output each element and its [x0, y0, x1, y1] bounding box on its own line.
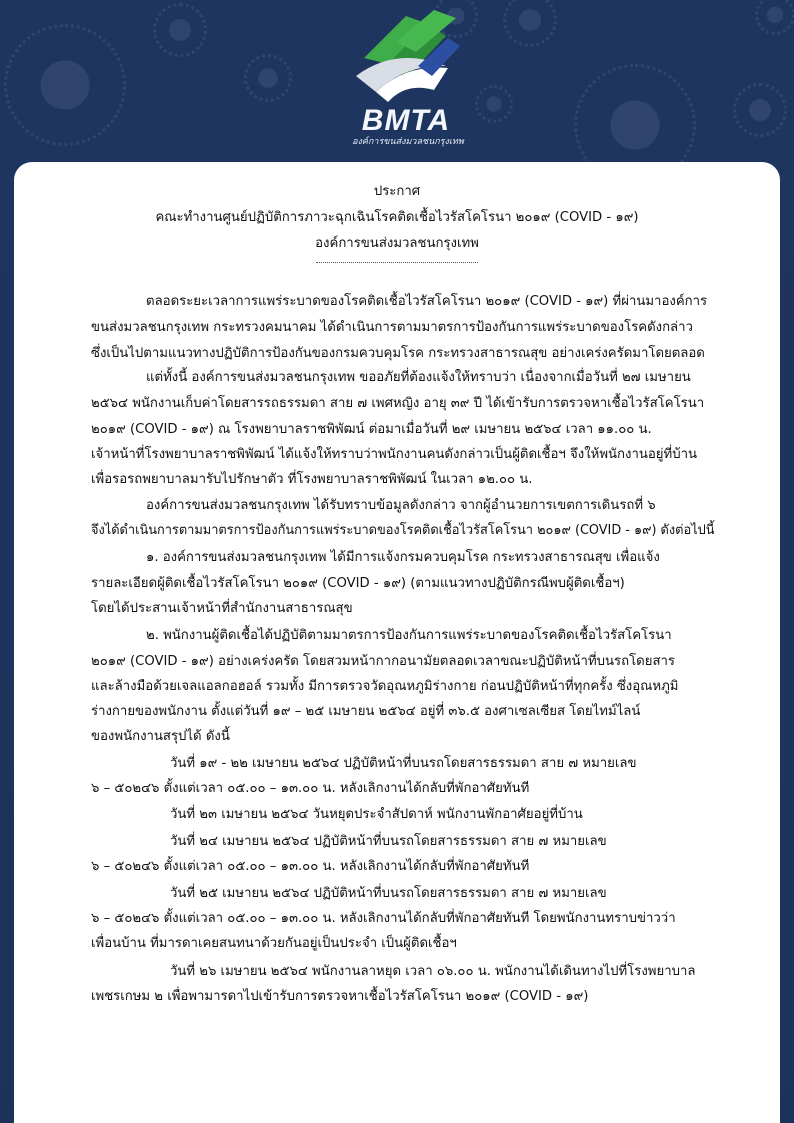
timeline-line: วันที่ ๒๓ เมษายน ๒๕๖๔ วันหยุดประจำสัปดาห์ พนักงานพักอาศัยอยู่ที่บ้าน — [170, 807, 583, 822]
timeline-line: วันที่ ๒๖ เมษายน ๒๕๖๔ พนักงานลาหยุด เวลา ๐๖.๐๐ น. พนักงานได้เดินทางไปที่โรงพยาบาล — [170, 964, 696, 979]
paragraph-line: เจ้าหน้าที่โรงพยาบาลราชพิพัฒน์ ได้แจ้งให้ทราบว่าพนักงานคนดังกล่าวเป็นผู้ติดเชื้อฯ จึงให้พนักงานอยู่ที่บ้าน — [91, 447, 698, 462]
paragraph-line: ขนส่งมวลชนกรุงเทพ กระทรวงคมนาคม ได้ดำเนินการตามมาตรการป้องกันการแพร่ระบาดของโรคดังกล่าว — [91, 320, 693, 335]
logo-text: BMTA — [361, 104, 451, 137]
timeline-line: เพื่อนบ้าน ที่มารดาเคยสนทนาด้วยกันอยู่เป็นประจำ เป็นผู้ติดเชื้อฯ — [91, 936, 457, 951]
paragraph-line: ๒๕๖๔ พนักงานเก็บค่าโดยสารรถธรรมดา สาย ๗ เพศหญิง อายุ ๓๙ ปี ได้เข้ารับการตรวจหาเชื้อไวรัสโคโรนา — [91, 396, 705, 411]
paragraph-line: ๒๐๑๙ (COVID - ๑๙) ณ โรงพยาบาลราชพิพัฒน์ ต่อมาเมื่อวันที่ ๒๙ เมษายน ๒๕๖๔ เวลา ๑๑.๐๐ น. — [91, 422, 652, 437]
logo-subtitle: องค์การขนส่งมวลชนกรุงเทพ — [352, 137, 464, 147]
paragraph-line: ๒๐๑๙ (COVID - ๑๙) อย่างเคร่งครัด โดยสวมหน้ากากอนามัยตลอดเวลาขณะปฏิบัติหน้าที่บนรถโดยสาร — [91, 654, 676, 669]
virus-decoration — [590, 80, 680, 170]
paragraph-line: จึงได้ดำเนินการตามมาตรการป้องกันการแพร่ระบาดของโรคติดเชื้อไวรัสโคโรนา ๒๐๑๙ (COVID - ๑๙) ดังต่อไปนี้ — [91, 523, 715, 538]
doc-subtitle: คณะทำงานศูนย์ปฏิบัติการภาวะฉุกเฉินโรคติดเชื้อไวรัสโคโรนา ๒๐๑๙ (COVID - ๑๙) — [155, 210, 639, 225]
timeline-line: วันที่ ๑๙ - ๒๒ เมษายน ๒๕๖๔ ปฏิบัติหน้าที่บนรถโดยสารธรรมดา สาย ๗ หมายเลข — [170, 756, 637, 771]
virus-decoration — [250, 60, 286, 96]
paragraph-line: ตลอดระยะเวลาการแพร่ระบาดของโรคติดเชื้อไวรัสโคโรนา ๒๐๑๙ (COVID - ๑๙) ที่ผ่านมาองค์การ — [146, 294, 708, 309]
paragraph-line: ซึ่งเป็นไปตามแนวทางปฏิบัติการป้องกันของกรมควบคุมโรค กระทรวงสาธารณสุข อย่างเคร่งครัดมาโดยตลอด — [91, 346, 705, 361]
paragraph-line: แต่ทั้งนี้ องค์การขนส่งมวลชนกรุงเทพ ขออภัยที่ต้องแจ้งให้ทราบว่า เนื่องจากเมื่อวันที่ ๒๗ เมษายน — [146, 370, 691, 385]
bmta-logo — [336, 6, 486, 146]
bmta-emblem-icon — [336, 6, 486, 106]
paragraph-line: เพื่อรอรถพยาบาลมารับไปรักษาตัว ที่โรงพยาบาลราชพิพัฒน์ ในเวลา ๑๒.๐๐ น. — [91, 472, 533, 487]
doc-title: ประกาศ — [373, 184, 421, 199]
virus-decoration — [740, 90, 780, 130]
paragraph-line: และล้างมือด้วยเจลแอลกอฮอล์ รวมทั้ง มีการตรวจวัดอุณหภูมิร่างกาย ก่อนปฏิบัติหน้าที่ทุกครั้ง ซึ่งอุณหภูมิ — [91, 679, 679, 694]
virus-decoration — [20, 40, 110, 130]
paragraph-line: ของพนักงานสรุปได้ ดังนี้ — [91, 729, 230, 744]
doc-organization: องค์การขนส่งมวลชนกรุงเทพ — [315, 236, 479, 251]
timeline-line: ๖ – ๕๐๒๔๖ ตั้งแต่เวลา ๐๕.๐๐ – ๑๓.๐๐ น. หลังเลิกงานได้กลับที่พักอาศัยทันที — [91, 781, 530, 796]
divider — [316, 262, 478, 263]
document-paper — [14, 162, 780, 1123]
paragraph-line: องค์การขนส่งมวลชนกรุงเทพ ได้รับทราบข้อมูลดังกล่าว จากผู้อำนวยการเขตการเดินรถที่ ๖ — [146, 498, 656, 513]
virus-decoration — [510, 0, 550, 40]
timeline-line: เพชรเกษม ๒ เพื่อพามารดาไปเข้ารับการตรวจหาเชื้อไวรัสโคโรนา ๒๐๑๙ (COVID - ๑๙) — [91, 989, 589, 1004]
paragraph-line: ร่างกายของพนักงาน ตั้งแต่วันที่ ๑๙ – ๒๕ เมษายน ๒๕๖๔ อยู่ที่ ๓๖.๕ องศาเซลเซียส โดยไทม์ไลน์ — [91, 704, 641, 719]
paragraph-line: รายละเอียดผู้ติดเชื้อไวรัสโคโรนา ๒๐๑๙ (COVID - ๑๙) (ตามแนวทางปฏิบัติกรณีพบผู้ติดเชื้อฯ) — [91, 576, 625, 591]
paragraph-line: โดยได้ประสานเจ้าหน้าที่สำนักงานสาธารณสุข — [91, 601, 353, 616]
timeline-line: วันที่ ๒๔ เมษายน ๒๕๖๔ ปฏิบัติหน้าที่บนรถโดยสารธรรมดา สาย ๗ หมายเลข — [170, 834, 607, 849]
timeline-line: ๖ – ๕๐๒๔๖ ตั้งแต่เวลา ๐๕.๐๐ – ๑๓.๐๐ น. หลังเลิกงานได้กลับที่พักอาศัยทันที โดยพนักงานทราบข่าวว่า — [91, 911, 676, 926]
paragraph-line: ๒. พนักงานผู้ติดเชื้อได้ปฏิบัติตามมาตรการป้องกันการแพร่ระบาดของโรคติดเชื้อไวรัสโคโรนา — [146, 628, 672, 643]
virus-decoration — [760, 0, 790, 30]
virus-decoration — [160, 10, 200, 50]
timeline-line: วันที่ ๒๕ เมษายน ๒๕๖๔ ปฏิบัติหน้าที่บนรถโดยสารธรรมดา สาย ๗ หมายเลข — [170, 886, 607, 901]
paragraph-line: ๑. องค์การขนส่งมวลชนกรุงเทพ ได้มีการแจ้งกรมควบคุมโรค กระทรวงสาธารณสุข เพื่อแจ้ง — [146, 550, 660, 565]
timeline-line: ๖ – ๕๐๒๔๖ ตั้งแต่เวลา ๐๕.๐๐ – ๑๓.๐๐ น. หลังเลิกงานได้กลับที่พักอาศัยทันที — [91, 859, 530, 874]
